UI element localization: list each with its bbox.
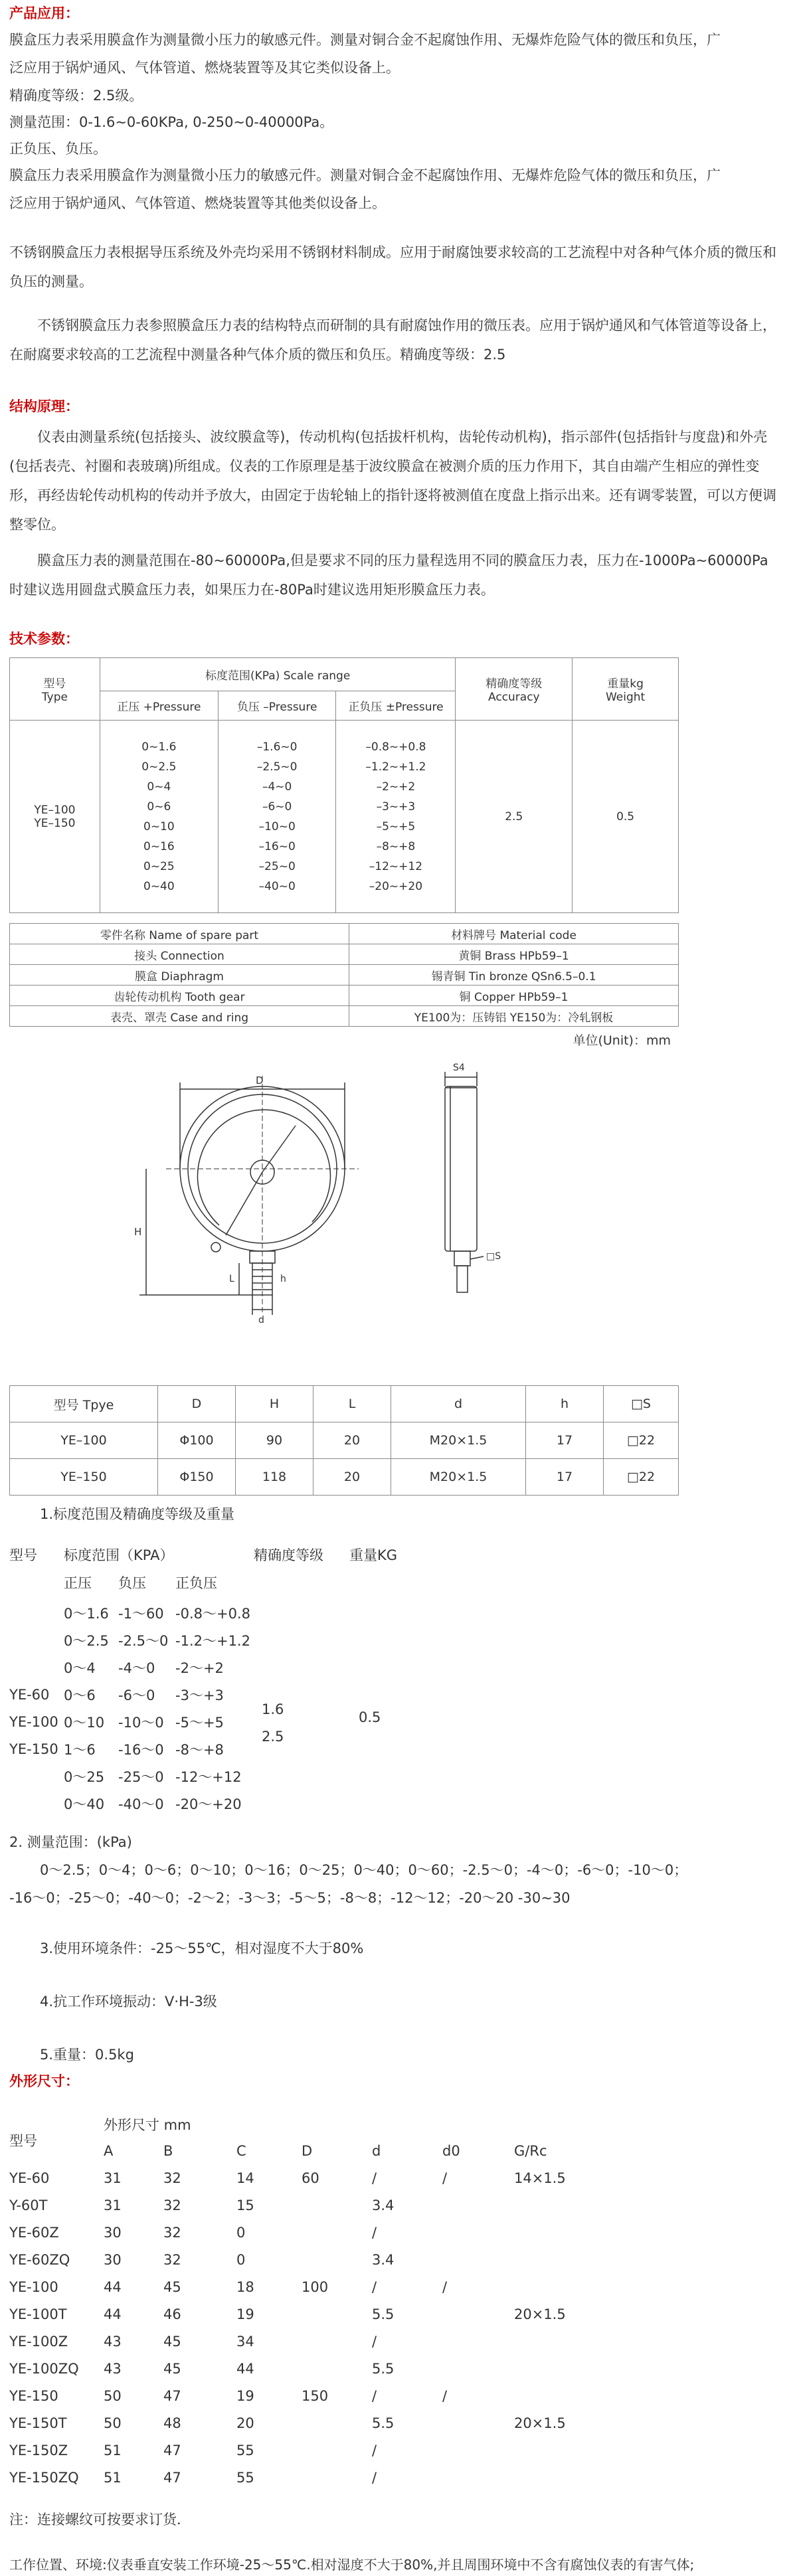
vibration-line: 4.抗工作环境振动：V·H-3级 [40,1994,217,2010]
gauge-drawing [120,1063,545,1355]
spec-h-accuracy: 精确度等级 Accuracy [456,658,573,721]
stainless-paragraph-2: 不锈钢膜盒压力表参照膜盒压力表的结构特点而研制的具有耐腐蚀作用的微压表。应用于锅炉通风和气体管道等设备上，在耐腐要求较高的工艺流程中测量各种气体介质的微压和负压。精确度等级：2.5 [9,317,776,363]
dim-h-d: d [391,1386,526,1422]
gauge-side-nut [454,1251,470,1266]
spec-posneg-col: –0.8~+0.8 –1.2~+1.2 –2~+2 –3~+3 –5~+5 –8~+8 –12~+12 –20~+20 [336,721,456,913]
gauge-side-case [445,1086,477,1251]
gauge-side-thread [457,1266,468,1292]
cell: M20×1.5 [391,1459,526,1496]
spec-neg-col: –1.6~0 –2.5~0 –4~0 –6~0 –10~0 –16~0 –25~0 –40~0 [218,721,336,913]
range-line: 测量范围：0-1.6~0-60KPa, 0-250~0-40000Pa。 [9,114,334,130]
cell: Φ100 [158,1422,236,1459]
scale-weight: 0.5 [359,1709,381,1725]
parts-row-part: 齿轮传动机构 Tooth gear [10,986,349,1006]
tech-title: 技术参数： [9,631,79,647]
dim-h-D: D [158,1386,236,1422]
outline-col-d: d [372,2142,381,2159]
spec-h-model: 型号 Type [10,658,100,721]
outline-col-A: A [104,2142,114,2159]
cell: YE–100 [10,1422,158,1459]
table-row: YE-150T 50 48 20 5.5 20×1.5 [9,2415,566,2431]
cell: 20 [313,1459,391,1496]
spec-h-weight: 重量kg Weight [573,658,679,721]
outline-col-d0: d0 [442,2142,460,2159]
scale-neg-col: -1～60 -2.5～0 -4～0 -6～0 -10～0 -16～0 -25～0 -40～0 [118,1606,169,1812]
environment-line: 3.使用环境条件：-25～55℃，相对湿度不大于80% [40,1940,364,1956]
principle-title: 结构原理： [9,398,79,414]
measure-line-1: 0～2.5；0～4；0～6；0～10；0～16；0～25；0～40；0～60；-2.5～0；-4～0；-6～0；-10～0； [40,1862,688,1878]
cell: Φ150 [158,1459,236,1496]
spec-h-pos: 正压 +Pressure [100,691,218,721]
table-row: YE-60ZQ 30 32 0 3.4 [9,2251,395,2268]
cell: 90 [236,1422,313,1459]
outline-h-outline: 外形尺寸 mm [104,2117,191,2133]
outline-col-g: G/Rc [514,2142,547,2159]
table-row: YE-60Z 30 32 0 / [9,2224,377,2241]
principle-paragraph-1: 仪表由测量系统(包括接头、波纹膜盒等)，传动机构(包括拔杆机构，齿轮传动机构)，指示部件(包括指针与度盘)和外壳(包括表壳、衬圈和表玻璃)所组成。仪表的工作原理是基于波纹膜盒在被测介质的压力作用下，其自由端产生相应的弹性变形，再经齿轮传动机构的传动并予放大，由固定于齿轮轴上的指针逐将被测值在度盘上指示出来。还有调零装置，可以方便调整零位。 [9,429,776,533]
cell: 20 [313,1422,391,1459]
dim-d-label: D [256,1074,264,1086]
spec-models: YE–100 YE–150 [10,721,100,913]
scale-posneg-col: -0.8～+0.8 -1.2～+1.2 -2～+2 -3～+3 -5～+5 -8～+8 -12～+12 -20～+20 [175,1606,250,1812]
spec-accuracy: 2.5 [456,721,573,913]
dim-h-S: □S [604,1386,679,1422]
principle-paragraph-2: 膜盒压力表的测量范围在-80~60000Pa,但是要求不同的压力量程选用不同的膜盒压力表，压力在-1000Pa~60000Pa时建议选用圆盘式膜盒压力表，如果压力在-80Pa时建议选用矩形膜盒压力表。 [9,553,768,598]
table-row [10,1459,679,1496]
cell: □22 [604,1422,679,1459]
parts-table [9,923,679,1027]
dim-h-H: H [236,1386,313,1422]
outline-title: 外形尺寸： [9,2073,79,2089]
measure-title: 2. 测量范围：(kPa) [9,1834,132,1850]
scale-title: 1.标度范围及精确度等级及重量 [40,1506,235,1522]
parts-h-material: 材料牌号 Material code [349,924,679,944]
spec-pos-col: 0~1.6 0~2.5 0~4 0~6 0~10 0~16 0~25 0~40 [100,721,218,913]
application-line-2: 泛应用于锅炉通风、气体管道、燃烧装置等及其它类似设备上。 [9,60,400,76]
pressure-type-line: 正负压、负压。 [9,141,107,157]
scale-h-weight: 重量KG [349,1547,398,1563]
table-row: YE-60 31 32 14 60 / / 14×1.5 [9,2170,566,2186]
weight-line: 5.重量：0.5kg [40,2047,134,2063]
scale-accuracy: 1.6 2.5 [262,1701,284,1745]
stainless-paragraph-1: 不锈钢膜盒压力表根据导压系统及外壳均采用不锈钢材料制成。应用于耐腐蚀要求较高的工艺流程中对各种气体介质的微压和负压的测量。 [9,244,776,290]
gauge-pointer-tail [262,1126,296,1172]
scale-h-neg: 负压 [118,1575,146,1591]
application-line-1: 膜盒压力表采用膜盒作为测量微小压力的敏感元件。测量对铜合金不起腐蚀作用、无爆炸危险气体的微压和负压，广 [9,32,721,48]
accuracy-line: 精确度等级：2.5级。 [9,88,143,104]
scale-h-range: 标度范围（KPA） [64,1547,174,1563]
scale-h-accuracy: 精确度等级 [254,1547,323,1563]
gauge-scale-arc [197,1110,330,1225]
parts-row-material: YE100为：压铸铝 YE150为：冷轧钢板 [349,1006,679,1027]
application-line-6: 膜盒压力表采用膜盒作为测量微小压力的敏感元件。测量对铜合金不起腐蚀作用、无爆炸危险气体的微压和负压，广 [9,167,721,183]
dim-h-h: h [526,1386,604,1422]
spec-weight: 0.5 [573,721,679,913]
dim-h-L: L [313,1386,391,1422]
measure-line-2: -16～0；-25～0；-40～0；-2～2；-3～3；-5～5；-8～8；-12～12；-20～20 -30~30 [9,1890,571,1906]
application-line-7: 泛应用于锅炉通风、气体管道、燃烧装置等其他类似设备上。 [9,195,386,211]
dim-h-label: H [134,1226,142,1238]
outline-col-D: D [302,2142,313,2159]
outline-col-C: C [236,2142,246,2159]
cell: M20×1.5 [391,1422,526,1459]
table-row [10,1422,679,1459]
unit-label: 单位(Unit)：mm [573,1033,671,1048]
parts-row-material: 铜 Copper HPb59–1 [349,986,679,1006]
parts-row-part: 膜盒 Diaphragm [10,965,349,986]
gauge-screw [211,1243,221,1252]
table-row: Y-60T 31 32 15 3.4 [9,2197,395,2213]
spec-h-neg: 负压 –Pressure [218,691,336,721]
outline-note: 注：连接螺纹可按要求订货． [9,2512,191,2528]
cell: 118 [236,1459,313,1496]
cell: 17 [526,1459,604,1496]
parts-row-part: 表壳、罩壳 Case and ring [10,1006,349,1027]
scale-h-posneg: 正负压 [175,1575,217,1591]
table-row: YE-150Z 51 47 55 / [9,2442,377,2458]
dimension-table [9,1385,679,1496]
scale-pos-col: 0～1.6 0～2.5 0～4 0～6 0～10 1～6 0～25 0～40 [64,1606,109,1812]
dim-h-model: 型号 Tpye [10,1386,158,1422]
dim-s4-label: S4 [453,1063,465,1073]
scale-h-pos: 正压 [64,1575,92,1591]
outline-table [9,2137,594,2491]
cell: YE–150 [10,1459,158,1496]
scale-h-model: 型号 [9,1547,37,1563]
table-row: YE-150 50 47 19 150 / / [9,2387,448,2404]
gauge-pointer [226,1172,262,1235]
spec-h-range: 标度范围(KPa) Scale range [100,658,456,691]
parts-row-part: 接头 Connection [10,944,349,965]
dim-l-label: L [229,1274,234,1284]
spec-table [9,657,679,913]
outline-col-B: B [163,2142,173,2159]
dim-h-small-label: h [280,1274,286,1284]
outline-h-model: 型号 [9,2133,37,2149]
parts-h-part: 零件名称 Name of spare part [10,924,349,944]
table-row: YE-100Z 43 45 34 / [9,2333,377,2350]
footer-line: 工作位置、环境:仪表垂直安装工作环境-25～55℃.相对湿度不大于80%,并且周围环境中不含有腐蚀仪表的有害气体; [9,2557,695,2573]
dim-d-small-label: d [258,1315,264,1326]
table-row: YE-100T 44 46 19 5.5 20×1.5 [9,2306,566,2322]
table-row: YE-150ZQ 51 47 55 / [9,2469,377,2486]
cell: 17 [526,1422,604,1459]
spec-h-posneg: 正负压 ±Pressure [336,691,456,721]
parts-row-material: 黄铜 Brass HPb59–1 [349,944,679,965]
cell: □22 [604,1459,679,1496]
table-row: YE-100 44 45 18 100 / / [9,2278,448,2295]
parts-row-material: 锡青铜 Tin bronze QSn6.5–0.1 [349,965,679,986]
application-title: 产品应用： [9,5,79,21]
dim-s-label: □S [486,1251,501,1262]
table-row: YE-100ZQ 43 45 44 5.5 [9,2360,395,2377]
scale-models: YE-60 YE-100 YE-150 [9,1687,58,1757]
